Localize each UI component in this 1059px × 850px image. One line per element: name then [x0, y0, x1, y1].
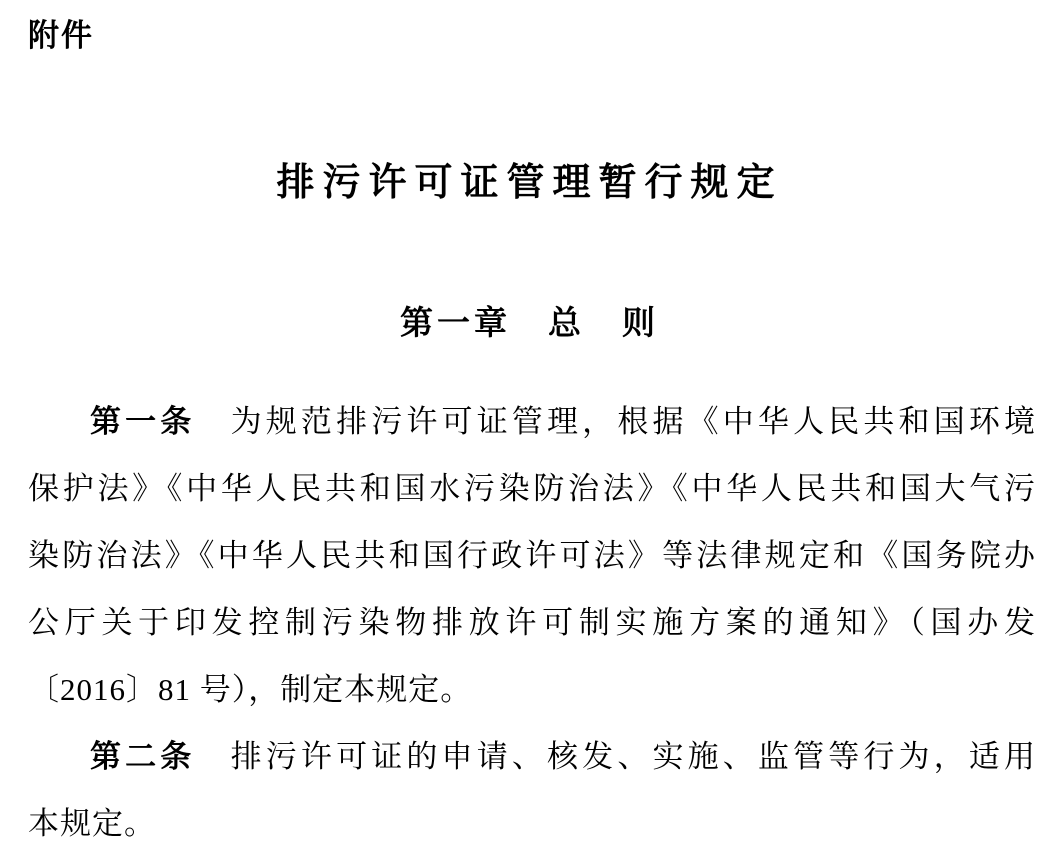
article-number: 第一条	[90, 404, 196, 439]
attachment-label: 附件	[28, 18, 94, 53]
text-line: 保护法》《中华人民共和国水污染防治法》《中华人民共和国大气污	[28, 471, 1036, 506]
text-line: 第二条 排污许可证的申请、核发、实施、监管等行为，适用	[90, 739, 1037, 774]
document-body	[28, 388, 1036, 850]
chapter-heading: 第一章 总 则	[400, 304, 659, 341]
document-title: 排污许可证管理暂行规定	[276, 162, 783, 204]
text-line: 第一条 为规范排污许可证管理，根据《中华人民共和国环境	[90, 404, 1037, 439]
text-line: 公厅关于印发控制污染物排放许可制实施方案的通知》（国办发	[28, 605, 1036, 640]
article-number: 第二条	[90, 739, 196, 774]
text-line: 〔2016〕81 号），制定本规定。	[28, 672, 473, 707]
text-line: 染防治法》《中华人民共和国行政许可法》等法律规定和《国务院办	[28, 538, 1036, 573]
text-line: 本规定。	[28, 806, 156, 841]
